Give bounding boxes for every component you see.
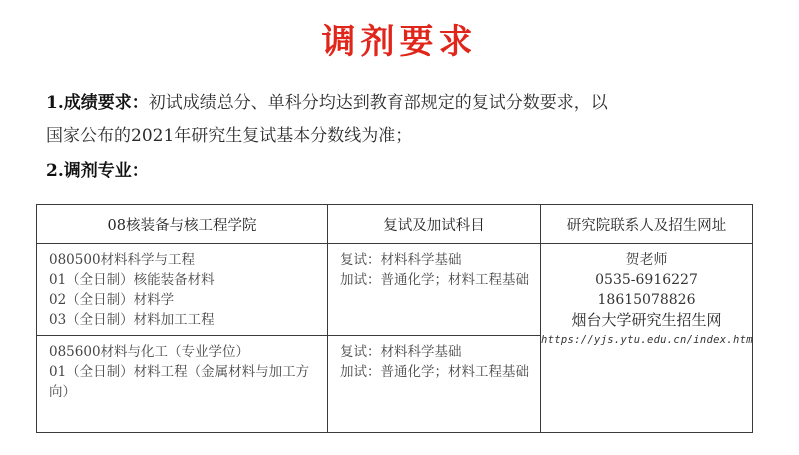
- exam-line: 加试：普通化学；材料工程基础: [340, 364, 529, 380]
- contact-name: 贺老师: [625, 252, 668, 268]
- majors-cell-1: [37, 244, 328, 336]
- admission-site-name: 烟台大学研究生招生网: [571, 311, 722, 329]
- exam-line: 复试：材料科学基础: [340, 252, 462, 268]
- score-requirement-text-2: 国家公布的2021年研究生复试基本分数线为准；: [46, 126, 413, 146]
- contact-phone: 0535-6916227: [595, 272, 698, 288]
- header-exam-subjects: 复试及加试科目: [328, 205, 541, 244]
- contact-cell: [541, 244, 753, 433]
- major-line: 02（全日制）材料学: [49, 292, 175, 308]
- table-header-row: [37, 205, 753, 244]
- contact-mobile: 18615078826: [597, 292, 696, 308]
- exam-line: 复试：材料科学基础: [340, 344, 462, 360]
- page-title: 调剂要求: [321, 22, 478, 62]
- exam-line: 加试：普通化学；材料工程基础: [340, 272, 529, 288]
- major-line: 080500材料科学与工程: [49, 252, 196, 268]
- major-line: 03（全日制）材料加工工程: [49, 312, 215, 328]
- score-requirement: [46, 88, 608, 113]
- exams-cell-2: [328, 336, 541, 433]
- header-college: 08核装备与核工程学院: [37, 205, 328, 244]
- adjust-major-label: 2.调剂专业：: [46, 161, 149, 181]
- table-row: [37, 244, 753, 336]
- major-line: 01（全日制）核能装备材料: [49, 272, 215, 288]
- major-line: 085600材料与化工（专业学位）: [49, 344, 250, 360]
- exams-cell-1: [328, 244, 541, 336]
- admission-site-link[interactable]: https://yjs.ytu.edu.cn/index.htm: [541, 334, 753, 346]
- score-requirement-label: 1.成绩要求：: [46, 93, 149, 113]
- adjustment-table: [36, 204, 753, 433]
- major-line: 01（全日制）材料工程（金属材料与加工方向）: [49, 364, 310, 400]
- header-contact: 研究院联系人及招生网址: [541, 205, 753, 244]
- score-requirement-text-1: 初试成绩总分、单科分均达到教育部规定的复试分数要求，以: [148, 93, 608, 113]
- majors-cell-2: [37, 336, 328, 433]
- adjust-major-heading: [46, 156, 149, 181]
